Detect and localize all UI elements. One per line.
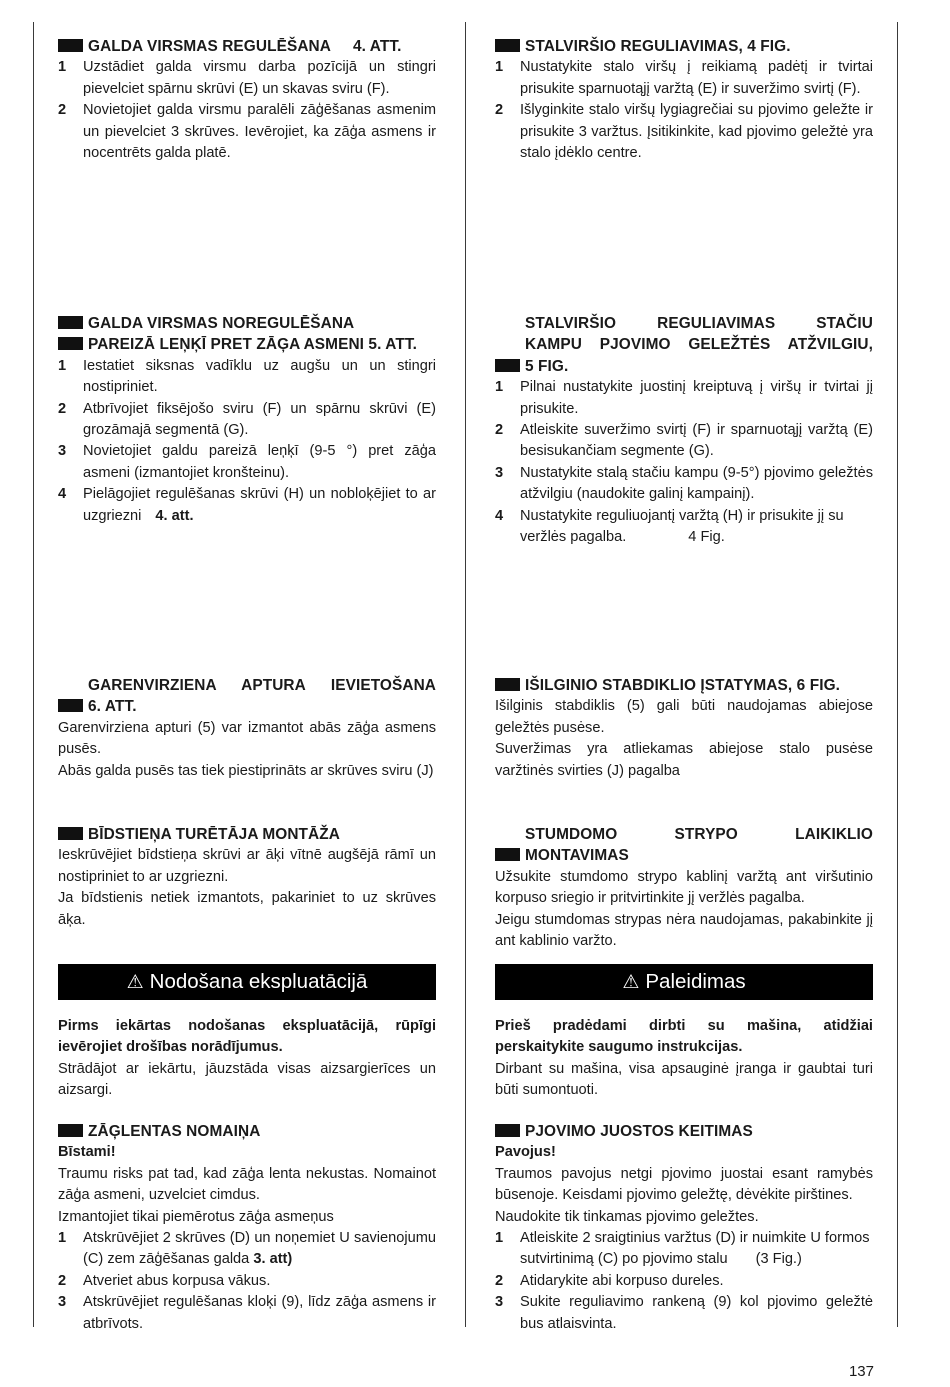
list-item: 4 Nustatykite reguliuojantį varžtą (H) ir prisukite jį su veržlės pagalba. 4 Fig. xyxy=(495,507,844,546)
list-item: 2 Novietojiet galda virsmu paralēli zāģēšanas asmenim un pievelciet 3 skrūves. Ievērojiet, ka zāģa asmens ir nocentrēts galda platē. xyxy=(58,102,436,162)
warning-icon: ⚠ xyxy=(622,972,640,993)
heading-marker xyxy=(495,678,520,691)
paragraph: Užsukite stumdomo strypo kablinį varžtą ant viršutinio korpuso sriegio ir pritvirtinkite jį veržlės pagalba. xyxy=(495,868,873,907)
left-section-table-adjust xyxy=(58,36,436,164)
paragraph: Izmantojiet tikai piemērotus zāģa asmeņus xyxy=(58,1208,334,1225)
left-margin-rule xyxy=(33,22,34,1327)
heading-marker xyxy=(58,39,83,52)
section-heading: IŠILGINIO STABDIKLIO ĮSTATYMAS, 6 FIG. xyxy=(495,675,873,696)
steps-list xyxy=(495,57,873,164)
right-banner: ⚠ Paleidimas xyxy=(495,964,873,1000)
paragraph: Traumu risks pat tad, kad zāģa lenta nekustas. Nomainot zāģa asmeni, uzvelciet cimdus. xyxy=(58,1165,436,1204)
section-heading: STALVIRŠIO REGULIAVIMAS, 4 FIG. xyxy=(495,36,873,57)
paragraph: Naudokite tik tinkamas pjovimo geležtes. xyxy=(495,1208,759,1225)
right-section-table-angle xyxy=(495,313,873,548)
list-item: 2 Atidarykite abi korpuso dureles. xyxy=(495,1272,724,1289)
heading-marker xyxy=(495,359,520,372)
center-rule xyxy=(465,22,466,1327)
paragraph: Suveržimas yra atliekamas abiejose stalo pusėse varžtinės svirties (J) pagalba xyxy=(495,741,873,779)
left-section-blade-change xyxy=(58,1121,436,1335)
list-item: 3 Novietojiet galdu pareizā leņķī (9-5 °) pret zāģa asmeni (izmantojiet kronšteinu). xyxy=(58,443,436,481)
steps-list xyxy=(495,1228,873,1335)
heading-marker xyxy=(58,316,83,329)
heading-marker xyxy=(58,699,83,712)
page-number: 137 xyxy=(848,1363,874,1380)
section-heading: PAREIZĀ LEŅĶĪ PRET ZĀĢA ASMENI 5. ATT. xyxy=(58,334,436,355)
section-heading: 6. ATT. xyxy=(58,696,436,717)
paragraph: Ieskrūvējiet bīdstieņa skrūvi ar āķi vītnē augšējā rāmī un nostipriniet to ar uzgriezni. xyxy=(58,847,436,885)
section-heading: BĪDSTIEŅA TURĒTĀJA MONTĀŽA xyxy=(58,824,436,845)
right-section-commissioning xyxy=(495,1016,873,1102)
steps-list xyxy=(58,356,436,527)
section-heading: KAMPU PJOVIMO GELEŽTĖS ATŽVILGIU, xyxy=(525,336,873,354)
heading-marker xyxy=(495,1124,520,1137)
list-item: 2 Išlyginkite stalo viršų lygiagrečiai su pjovimo geležte ir prisukite 3 varžtus. Įsitikinkite, kad pjovimo geležtė yra stalo įdėklo centre. xyxy=(495,102,873,162)
section-heading: PJOVIMO JUOSTOS KEITIMAS xyxy=(495,1121,873,1142)
right-section-push-stick xyxy=(495,824,873,952)
heading-marker xyxy=(58,827,83,840)
list-item: 2 Atbrīvojiet fiksējošo sviru (F) un spārnu skrūvi (E) grozāmajā segmentā (G). xyxy=(58,400,436,439)
section-heading: GALDA VIRSMAS NOREGULĒŠANA xyxy=(58,313,436,334)
left-section-commissioning xyxy=(58,1016,436,1102)
left-section-table-angle xyxy=(58,313,436,527)
paragraph: Traumos pavojus netgi pjovimo juostai esant ramybės būsenoje. Keisdami pjovimo geležtę, dėvėkite pirštines. xyxy=(495,1165,873,1204)
list-item: 4 Pielāgojiet regulēšanas skrūvi (H) un nobloķējiet to ar uzgriezni 4. att. xyxy=(58,486,436,524)
section-heading: ZĀĢLENTAS NOMAIŅA xyxy=(58,1121,436,1142)
list-item: 3 Atskrūvējiet regulēšanas kloķi (9), līdz zāģa asmens ir atbrīvots. xyxy=(58,1294,436,1332)
paragraph: Išilginis stabdiklis (5) gali būti naudojamas abiejose geležtės pusėse. xyxy=(495,698,873,736)
list-item: 1 Atleiskite 2 sraigtinius varžtus (D) ir nuimkite U formos sutvirtinimą (C) po pjovimo stalu (3 Fig.) xyxy=(495,1230,870,1268)
heading-marker xyxy=(58,337,83,350)
paragraph: Ja bīdstienis netiek izmantots, pakariniet to uz skrūves āķa. xyxy=(58,890,436,928)
list-item: 3 Nustatykite stalą stačiu kampu (9-5°) pjovimo geležtės atžvilgiu (naudokite galinį kampainį). xyxy=(495,464,873,503)
paragraph: Abās galda pusēs tas tiek piestiprināts ar skrūves sviru (J) xyxy=(58,762,434,779)
right-section-blade-change xyxy=(495,1121,873,1335)
list-item: 1 Uzstādiet galda virsmu darba pozīcijā un stingri pievelciet spārnu skrūvi (E) un skavas sviru (F). xyxy=(58,59,436,97)
section-heading: 5 FIG. xyxy=(495,356,873,377)
list-item: 2 Atveriet abus korpusa vākus. xyxy=(58,1272,271,1289)
list-item: 2 Atleiskite suveržimo svirtį (F) ir sparnuotąjį varžtą (E) besisukančiam segmente (G). xyxy=(495,422,873,460)
section-heading: STUMDOMO STRYPO LAIKIKLIO xyxy=(525,826,873,843)
danger-label: Bīstami! xyxy=(58,1144,116,1161)
paragraph: Dirbant su mašina, visa apsauginė įranga ir gaubtai turi būti sumontuoti. xyxy=(495,1060,873,1099)
steps-list xyxy=(495,377,873,548)
list-item: 3 Sukite reguliavimo rankeną (9) kol pjovimo geležtė bus atlaisvinta. xyxy=(495,1294,873,1332)
right-margin-rule xyxy=(897,22,898,1327)
safety-notice: Pirms iekārtas nodošanas ekspluatācijā, rūpīgi ievērojiet drošības norādījumus. xyxy=(58,1018,436,1056)
right-section-table-adjust xyxy=(495,36,873,164)
list-item: 1 Nustatykite stalo viršų į reikiamą padėtį ir tvirtai prisukite sparnuotąjį varžtą (E) ir suveržimo svirtį (F). xyxy=(495,59,873,97)
heading-marker xyxy=(495,39,520,52)
paragraph: Strādājot ar iekārtu, jāuzstāda visas aizsargierīces un aizsargi. xyxy=(58,1060,436,1099)
heading-marker xyxy=(58,1124,83,1137)
section-heading: STALVIRŠIO REGULIAVIMAS STAČIU xyxy=(525,315,873,332)
list-item: 1 Iestatiet siksnas vadīklu uz augšu un un stingri nostipriniet. xyxy=(58,357,436,396)
section-heading: GARENVIRZIENA APTURA IEVIETOŠANA xyxy=(88,677,436,694)
danger-label: Pavojus! xyxy=(495,1144,556,1161)
warning-icon: ⚠ xyxy=(126,972,144,993)
paragraph: Jeigu stumdomas strypas nėra naudojamas, pakabinkite jį ant kablinio varžto. xyxy=(495,911,873,950)
paragraph: Garenvirziena apturi (5) var izmantot abās zāģa asmens pusēs. xyxy=(58,719,436,758)
section-heading: GALDA VIRSMAS REGULĒŠANA 4. ATT. xyxy=(58,36,436,57)
section-heading: MONTAVIMAS xyxy=(495,845,873,866)
steps-list xyxy=(58,1228,436,1335)
list-item: 1 Pilnai nustatykite juostinį kreiptuvą į viršų ir tvirtai jį prisukite. xyxy=(495,379,873,417)
left-banner: ⚠ Nodošana ekspluatācijā xyxy=(58,964,436,1000)
left-section-fence xyxy=(58,675,436,782)
steps-list xyxy=(58,57,436,164)
safety-notice: Prieš pradėdami dirbti su mašina, atidžiai perskaitykite saugumo instrukcijas. xyxy=(495,1018,873,1056)
right-section-fence xyxy=(495,675,873,782)
list-item: 1 Atskrūvējiet 2 skrūves (D) un noņemiet U savienojumu (C) zem zāģēšanas galda 3. att) xyxy=(58,1230,436,1268)
heading-marker xyxy=(495,848,520,861)
left-section-push-stick xyxy=(58,824,436,931)
